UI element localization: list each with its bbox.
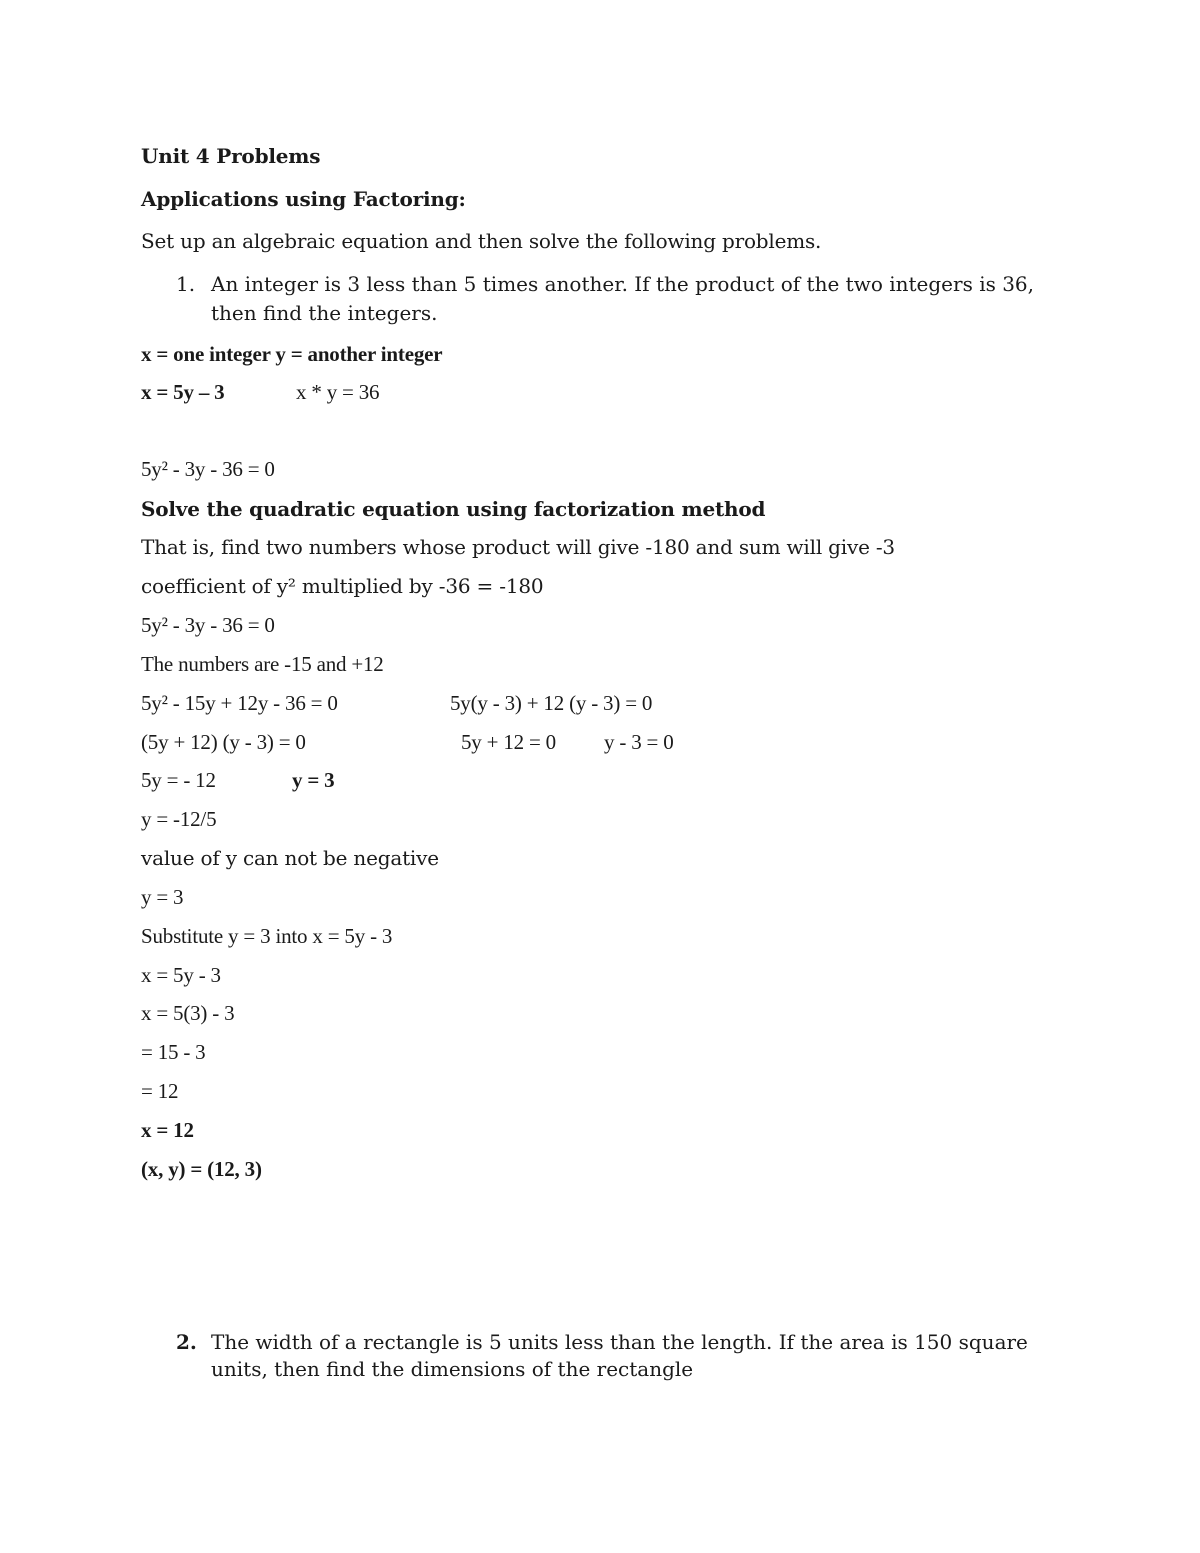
instructions: Set up an algebraic equation and then solve the following problems. (141, 229, 822, 253)
step-1: x = 5y - 3 (141, 963, 221, 987)
y-final: y = 3 (141, 885, 184, 909)
equation-product: x * y = 36 (296, 380, 380, 404)
problem-1-text: An integer is 3 less than 5 times another. If the product of the two integers is 36, then find the integers. (211, 272, 1035, 325)
problem-2-text: The width of a rectangle is 5 units less than the length. If the area is 150 square units, then find the dimensions of the rectangle (211, 1330, 1028, 1381)
grouped-equation: 5y(y - 3) + 12 (y - 3) = 0 (450, 691, 653, 715)
section-heading: Applications using Factoring: (141, 187, 466, 211)
x-result: x = 12 (141, 1118, 194, 1142)
equation-x: x = 5y – 3 (141, 380, 225, 404)
five-y-equation: 5y = - 12 (141, 768, 216, 792)
numbers-text: The numbers are -15 and +12 (141, 652, 384, 676)
equation-row-split (141, 690, 653, 716)
problem-2-number: 2. (176, 1330, 197, 1354)
y-equals-three-bold: y = 3 (292, 768, 335, 792)
variable-definitions: x = one integer y = another integer (141, 342, 443, 366)
coefficient-text: coefficient of y² multiplied by -36 = -180 (141, 574, 544, 598)
solution-pair: (x, y) = (12, 3) (141, 1157, 262, 1181)
problem-1-number: 1. (176, 272, 196, 296)
substitute-text: Substitute y = 3 into x = 5y - 3 (141, 924, 393, 948)
method-heading: Solve the quadratic equation using factorization method (141, 497, 766, 521)
quadratic-equation-repeat: 5y² - 3y - 36 = 0 (141, 613, 275, 637)
step-4: = 12 (141, 1079, 179, 1103)
factor-a: 5y + 12 = 0 (461, 730, 556, 754)
note-text: value of y can not be negative (141, 846, 439, 870)
factor-b: y - 3 = 0 (604, 730, 674, 754)
quadratic-equation: 5y² - 3y - 36 = 0 (141, 457, 275, 481)
equation-row-factored (141, 729, 674, 755)
equation-row-solutions (141, 767, 335, 793)
factored-equation: (5y + 12) (y - 3) = 0 (141, 730, 306, 754)
equation-row-1 (141, 379, 380, 405)
split-equation: 5y² - 15y + 12y - 36 = 0 (141, 691, 338, 715)
document-title: Unit 4 Problems (141, 144, 321, 168)
y-negative: y = -12/5 (141, 807, 217, 831)
step-3: = 15 - 3 (141, 1040, 206, 1064)
step-2: x = 5(3) - 3 (141, 1001, 235, 1025)
hint-text: That is, find two numbers whose product will give -180 and sum will give -3 (141, 535, 895, 559)
